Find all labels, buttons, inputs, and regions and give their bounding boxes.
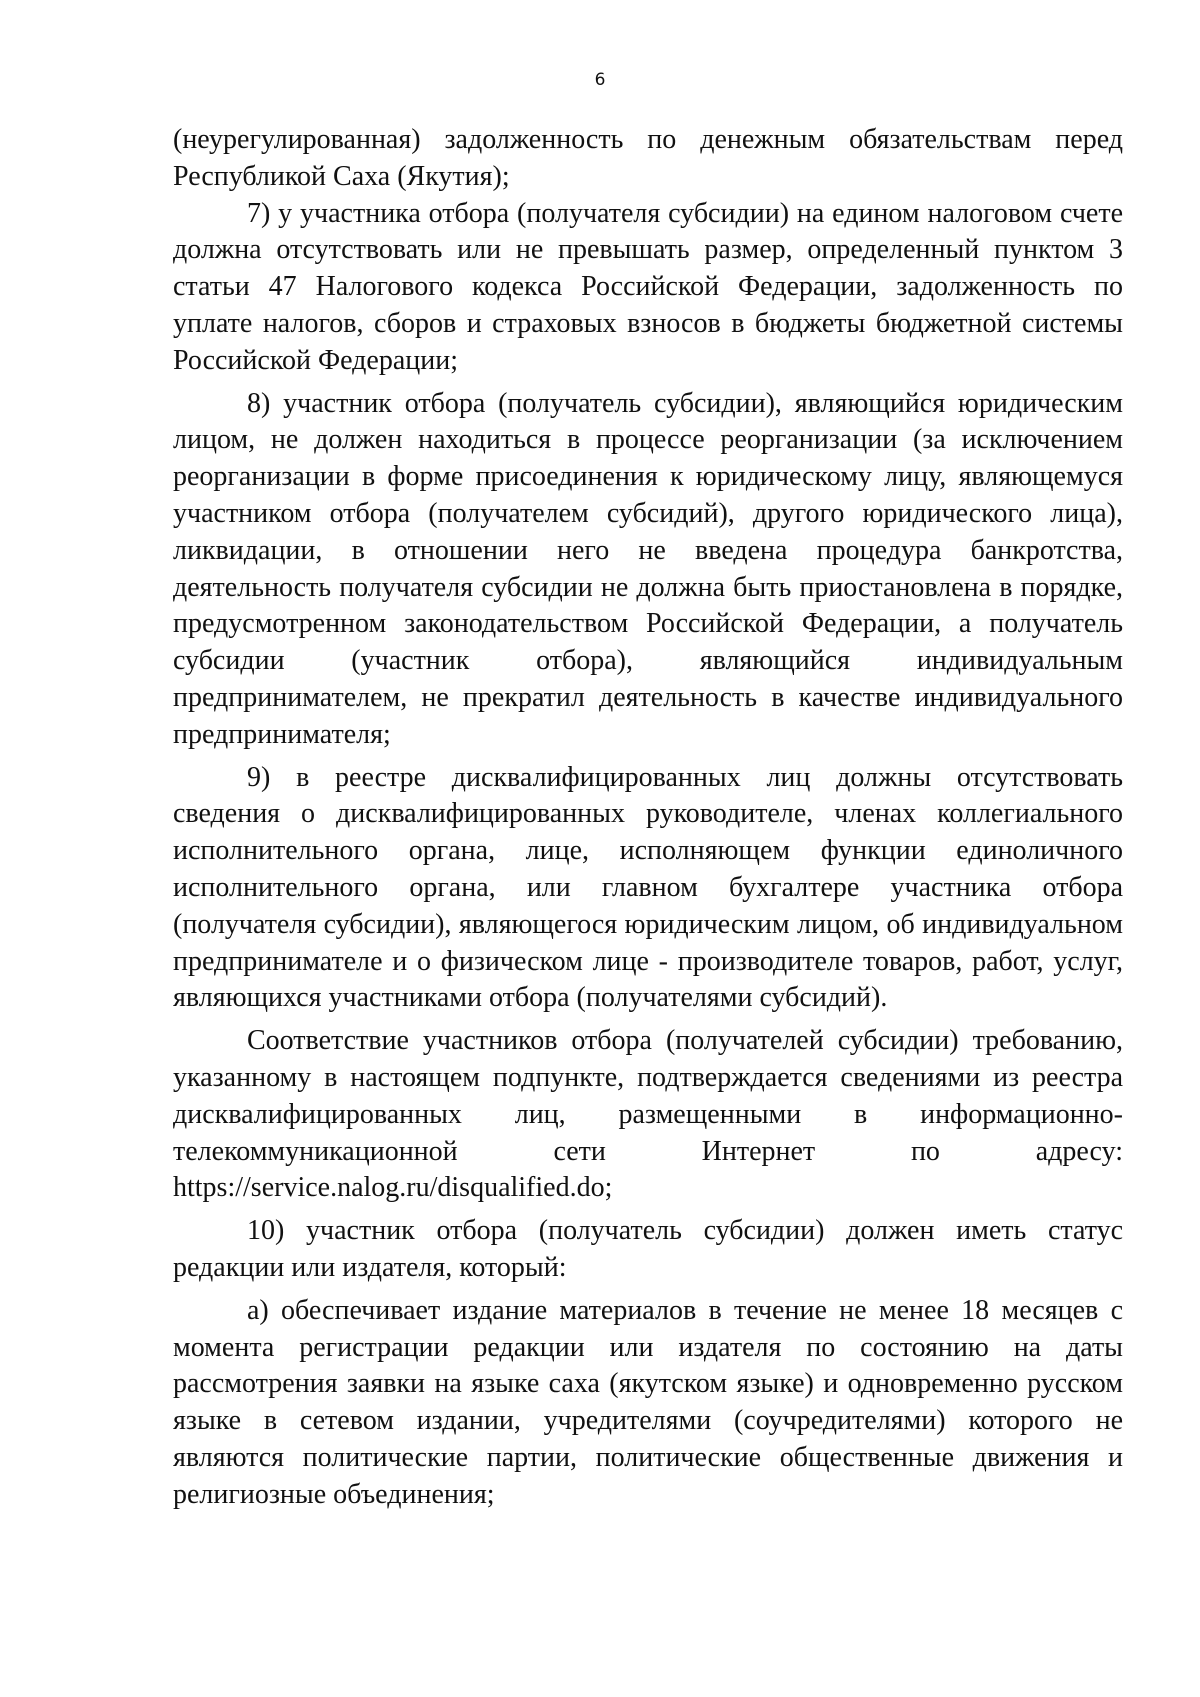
paragraph-subitem-a: а) обеспечивает издание материалов в течение не менее 18 месяцев с момента регистрации редакции или издателя по состоянию на даты рассмотрения заявки на языке саха (якутском языке) и одновременно русском языке в сетевом издании, учредителями (соучредителями) которого не являются политические партии, политические общественные движения и религиозные объединения; [173, 1294, 1123, 1510]
page-number: 6 [594, 70, 606, 90]
paragraph-item-10: 10) участник отбора (получатель субсидии) должен иметь статус редакции или издателя, который: [173, 1215, 1123, 1283]
paragraph-item-8: 8) участник отбора (получатель субсидии), являющийся юридическим лицом, не должен находиться в процессе реорганизации (за исключением реорганизации в форме присоединения к юридическому лицу, являющемуся участником отбора (получателем субсидий), другого юридического лица), ликвидации, в отношении него не введена процедура банкротства, деятельность получателя субсидии не должна быть приостановлена в порядке, предусмотренном законодательством Российской Федерации, а получатель субсидии (участник отбора), являющийся индивидуальным предпринимателем, не прекратил деятельность в качестве индивидуального предпринимателя; [173, 387, 1123, 750]
paragraph-item-7: 7) у участника отбора (получателя субсидии) на едином налоговом счете должна отсутствовать или не превышать размер, определенный пунктом 3 статьи 47 Налогового кодекса Российской Федерации, задолженность по уплате налогов, сборов и страховых взносов в бюджеты бюджетной системы Российской Федерации; [173, 197, 1123, 376]
paragraph-compliance: Соответствие участников отбора (получателей субсидии) требованию, указанному в настоящем подпункте, подтверждается сведениями из реестра дисквалифицированных лиц, размещенными в информационно-телекоммуникационной сети Интернет по адресу: https://service.nalog.ru/disqualified.do; [173, 1025, 1123, 1204]
paragraph-item-9: 9) в реестре дисквалифицированных лиц должны отсутствовать сведения о дисквалифицированных руководителе, членах коллегиального исполнительного органа, лице, исполняющем функции единоличного исполнительного органа, или главном бухгалтере участника отбора (получателя субсидии), являющегося юридическим лицом, об индивидуальном предпринимателе и о физическом лице - производителе товаров, работ, услуг, являющихся участниками отбора (получателями субсидий). [173, 761, 1123, 1014]
paragraph-continuation: (неурегулированная) задолженность по денежным обязательствам перед Республикой Саха (Якутия); [173, 124, 1123, 192]
document-body [173, 122, 1123, 1513]
